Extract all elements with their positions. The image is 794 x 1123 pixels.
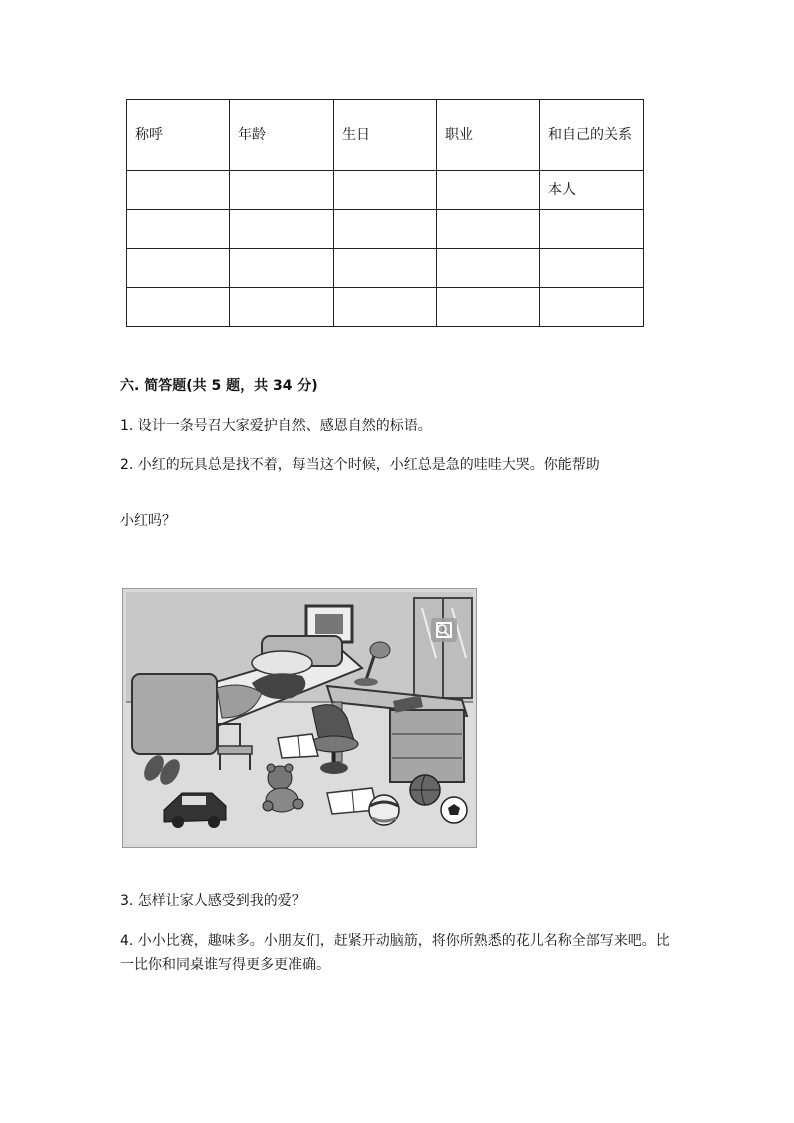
- zoom-icon[interactable]: [431, 618, 457, 642]
- table-cell[interactable]: [540, 249, 644, 288]
- table-cell[interactable]: [334, 210, 437, 249]
- table-cell[interactable]: 本人: [540, 171, 644, 210]
- table-cell[interactable]: [334, 249, 437, 288]
- question-1: 1. 设计一条号召大家爱护自然、感恩自然的标语。: [120, 418, 432, 434]
- header-cell: 和自己的关系: [540, 100, 644, 171]
- header-cell: 生日: [334, 100, 437, 171]
- table-header-row: [127, 100, 644, 171]
- beach-ball: [369, 795, 399, 825]
- question-4: 4. 小小比赛，趣味多。小朋友们，赶紧开动脑筋，将你所熟悉的花儿名称全部写来吧。比一比你和同桌谁写得更多更准确。: [120, 933, 670, 973]
- header-cell: 年龄: [230, 100, 334, 171]
- question-2-line-2: 小红吗？: [120, 513, 176, 529]
- table-cell[interactable]: [230, 288, 334, 327]
- table-cell[interactable]: [127, 288, 230, 327]
- window: [414, 598, 472, 698]
- table-cell[interactable]: [334, 288, 437, 327]
- basketball: [410, 775, 440, 805]
- table-cell[interactable]: [437, 210, 540, 249]
- table-cell[interactable]: [437, 288, 540, 327]
- table-cell[interactable]: [437, 249, 540, 288]
- table-row: [127, 288, 644, 327]
- question-3: 3. 怎样让家人感受到我的爱？: [120, 893, 306, 909]
- section-title: 六. 简答题(共 5 题，共 34 分): [120, 378, 318, 394]
- family-info-table: [126, 99, 644, 327]
- header-cell: 职业: [437, 100, 540, 171]
- question-2-line-1: 2. 小红的玩具总是找不着，每当这个时候，小红总是急的哇哇大哭。你能帮助: [120, 457, 600, 473]
- table-cell[interactable]: [334, 171, 437, 210]
- table-row: [127, 210, 644, 249]
- table-cell[interactable]: [127, 171, 230, 210]
- table-row: [127, 249, 644, 288]
- table-cell[interactable]: [127, 210, 230, 249]
- header-cell: 称呼: [127, 100, 230, 171]
- table-cell[interactable]: [230, 210, 334, 249]
- soccer-ball: [441, 797, 467, 823]
- table-cell[interactable]: [437, 171, 540, 210]
- table-cell[interactable]: [230, 171, 334, 210]
- table-row: [127, 171, 644, 210]
- table-cell[interactable]: [230, 249, 334, 288]
- table-cell[interactable]: [127, 249, 230, 288]
- messy-bedroom-illustration: [122, 588, 477, 848]
- table-cell[interactable]: [540, 210, 644, 249]
- table-cell[interactable]: [540, 288, 644, 327]
